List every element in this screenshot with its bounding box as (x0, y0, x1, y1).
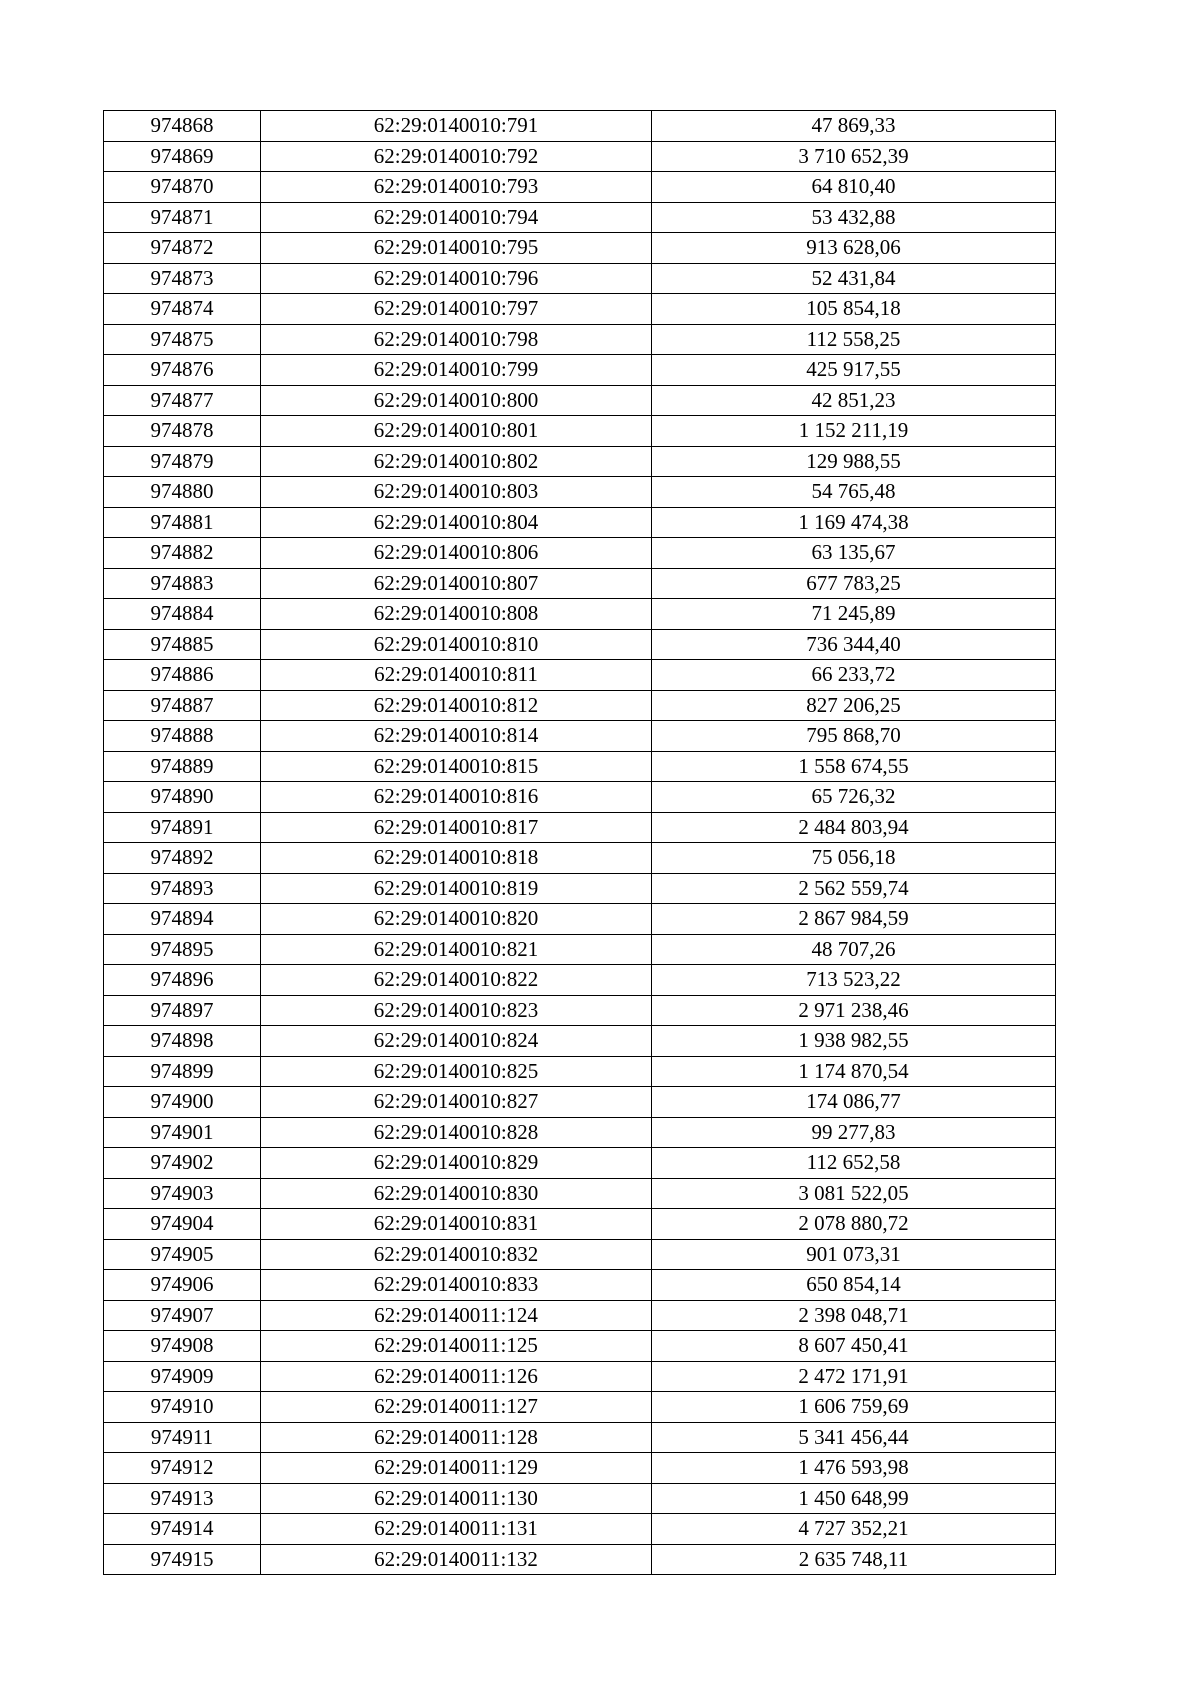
cadastral-value-cell: 913 628,06 (652, 233, 1056, 264)
row-number-cell: 974871 (104, 202, 261, 233)
cadastral-value-cell: 99 277,83 (652, 1117, 1056, 1148)
table-row (104, 934, 1056, 965)
table-row (104, 782, 1056, 813)
cadastral-number-cell: 62:29:0140010:796 (261, 263, 652, 294)
row-number-cell: 974870 (104, 172, 261, 203)
row-number-cell: 974886 (104, 660, 261, 691)
cadastral-number-cell: 62:29:0140010:806 (261, 538, 652, 569)
row-number-cell: 974910 (104, 1392, 261, 1423)
row-number-cell: 974881 (104, 507, 261, 538)
cadastral-value-cell: 713 523,22 (652, 965, 1056, 996)
table-row (104, 843, 1056, 874)
table-row (104, 202, 1056, 233)
cadastral-value-cell: 2 635 748,11 (652, 1544, 1056, 1575)
table-row (104, 111, 1056, 142)
cadastral-number-cell: 62:29:0140011:129 (261, 1453, 652, 1484)
row-number-cell: 974876 (104, 355, 261, 386)
cadastral-value-cell: 1 169 474,38 (652, 507, 1056, 538)
row-number-cell: 974889 (104, 751, 261, 782)
table-row (104, 141, 1056, 172)
cadastral-value-cell: 3 081 522,05 (652, 1178, 1056, 1209)
table-row (104, 995, 1056, 1026)
table-row (104, 355, 1056, 386)
table-row (104, 538, 1056, 569)
table-row (104, 1209, 1056, 1240)
row-number-cell: 974880 (104, 477, 261, 508)
row-number-cell: 974912 (104, 1453, 261, 1484)
table-row (104, 690, 1056, 721)
table-row (104, 233, 1056, 264)
cadastral-value-cell: 112 558,25 (652, 324, 1056, 355)
cadastral-value-cell: 174 086,77 (652, 1087, 1056, 1118)
cadastral-value-cell: 112 652,58 (652, 1148, 1056, 1179)
cadastral-number-cell: 62:29:0140010:820 (261, 904, 652, 935)
cadastral-value-cell: 52 431,84 (652, 263, 1056, 294)
cadastral-value-cell: 2 484 803,94 (652, 812, 1056, 843)
cadastral-value-cell: 65 726,32 (652, 782, 1056, 813)
cadastral-value-cell: 901 073,31 (652, 1239, 1056, 1270)
table-row (104, 385, 1056, 416)
cadastral-value-cell: 1 152 211,19 (652, 416, 1056, 447)
cadastral-number-cell: 62:29:0140011:128 (261, 1422, 652, 1453)
cadastral-number-cell: 62:29:0140010:821 (261, 934, 652, 965)
table-row (104, 1514, 1056, 1545)
cadastral-value-cell: 47 869,33 (652, 111, 1056, 142)
table-row (104, 1392, 1056, 1423)
cadastral-number-cell: 62:29:0140011:125 (261, 1331, 652, 1362)
row-number-cell: 974891 (104, 812, 261, 843)
cadastral-number-cell: 62:29:0140010:799 (261, 355, 652, 386)
table-row (104, 1087, 1056, 1118)
table-row (104, 751, 1056, 782)
cadastral-value-cell: 48 707,26 (652, 934, 1056, 965)
row-number-cell: 974896 (104, 965, 261, 996)
cadastral-number-cell: 62:29:0140010:831 (261, 1209, 652, 1240)
row-number-cell: 974887 (104, 690, 261, 721)
row-number-cell: 974905 (104, 1239, 261, 1270)
cadastral-number-cell: 62:29:0140010:823 (261, 995, 652, 1026)
cadastral-number-cell: 62:29:0140010:791 (261, 111, 652, 142)
cadastral-number-cell: 62:29:0140010:808 (261, 599, 652, 630)
cadastral-value-cell: 736 344,40 (652, 629, 1056, 660)
cadastral-number-cell: 62:29:0140010:810 (261, 629, 652, 660)
cadastral-number-cell: 62:29:0140010:815 (261, 751, 652, 782)
table-row (104, 446, 1056, 477)
cadastral-number-cell: 62:29:0140011:126 (261, 1361, 652, 1392)
table-row (104, 1148, 1056, 1179)
table-row (104, 294, 1056, 325)
row-number-cell: 974877 (104, 385, 261, 416)
cadastral-number-cell: 62:29:0140011:132 (261, 1544, 652, 1575)
table-row (104, 1117, 1056, 1148)
cadastral-number-cell: 62:29:0140010:794 (261, 202, 652, 233)
row-number-cell: 974873 (104, 263, 261, 294)
cadastral-value-cell: 1 938 982,55 (652, 1026, 1056, 1057)
cadastral-value-cell: 1 606 759,69 (652, 1392, 1056, 1423)
cadastral-number-cell: 62:29:0140010:792 (261, 141, 652, 172)
row-number-cell: 974885 (104, 629, 261, 660)
cadastral-number-cell: 62:29:0140010:795 (261, 233, 652, 264)
cadastral-number-cell: 62:29:0140010:828 (261, 1117, 652, 1148)
table-row (104, 507, 1056, 538)
row-number-cell: 974894 (104, 904, 261, 935)
cadastral-number-cell: 62:29:0140010:797 (261, 294, 652, 325)
table-row (104, 1270, 1056, 1301)
cadastral-value-cell: 795 868,70 (652, 721, 1056, 752)
cadastral-value-cell: 2 398 048,71 (652, 1300, 1056, 1331)
row-number-cell: 974875 (104, 324, 261, 355)
cadastral-value-cell: 53 432,88 (652, 202, 1056, 233)
cadastral-value-cell: 105 854,18 (652, 294, 1056, 325)
table-row (104, 904, 1056, 935)
cadastral-number-cell: 62:29:0140011:131 (261, 1514, 652, 1545)
row-number-cell: 974908 (104, 1331, 261, 1362)
cadastral-value-cell: 75 056,18 (652, 843, 1056, 874)
cadastral-value-cell: 4 727 352,21 (652, 1514, 1056, 1545)
table-body (104, 111, 1056, 1575)
table-row (104, 1239, 1056, 1270)
table-row (104, 263, 1056, 294)
row-number-cell: 974893 (104, 873, 261, 904)
cadastral-number-cell: 62:29:0140010:830 (261, 1178, 652, 1209)
cadastral-number-cell: 62:29:0140010:793 (261, 172, 652, 203)
cadastral-number-cell: 62:29:0140010:819 (261, 873, 652, 904)
cadastral-number-cell: 62:29:0140010:807 (261, 568, 652, 599)
cadastral-value-cell: 129 988,55 (652, 446, 1056, 477)
row-number-cell: 974890 (104, 782, 261, 813)
cadastral-value-cell: 425 917,55 (652, 355, 1056, 386)
table-row (104, 1331, 1056, 1362)
cadastral-value-cell: 1 476 593,98 (652, 1453, 1056, 1484)
cadastral-number-cell: 62:29:0140011:124 (261, 1300, 652, 1331)
cadastral-value-cell: 2 472 171,91 (652, 1361, 1056, 1392)
row-number-cell: 974899 (104, 1056, 261, 1087)
row-number-cell: 974906 (104, 1270, 261, 1301)
cadastral-number-cell: 62:29:0140010:802 (261, 446, 652, 477)
row-number-cell: 974903 (104, 1178, 261, 1209)
cadastral-number-cell: 62:29:0140010:824 (261, 1026, 652, 1057)
row-number-cell: 974879 (104, 446, 261, 477)
cadastral-value-cell: 1 558 674,55 (652, 751, 1056, 782)
row-number-cell: 974914 (104, 1514, 261, 1545)
cadastral-value-cell: 3 710 652,39 (652, 141, 1056, 172)
cadastral-number-cell: 62:29:0140010:827 (261, 1087, 652, 1118)
row-number-cell: 974904 (104, 1209, 261, 1240)
table-row (104, 721, 1056, 752)
cadastral-number-cell: 62:29:0140010:829 (261, 1148, 652, 1179)
cadastral-number-cell: 62:29:0140010:832 (261, 1239, 652, 1270)
table-row (104, 1300, 1056, 1331)
cadastral-number-cell: 62:29:0140010:822 (261, 965, 652, 996)
row-number-cell: 974869 (104, 141, 261, 172)
cadastral-value-cell: 2 867 984,59 (652, 904, 1056, 935)
table-row (104, 1026, 1056, 1057)
table-row (104, 324, 1056, 355)
cadastral-value-cell: 42 851,23 (652, 385, 1056, 416)
row-number-cell: 974911 (104, 1422, 261, 1453)
cadastral-value-cell: 1 174 870,54 (652, 1056, 1056, 1087)
cadastral-value-cell: 54 765,48 (652, 477, 1056, 508)
cadastral-value-cell: 66 233,72 (652, 660, 1056, 691)
table-row (104, 1453, 1056, 1484)
row-number-cell: 974909 (104, 1361, 261, 1392)
cadastral-number-cell: 62:29:0140010:812 (261, 690, 652, 721)
cadastral-value-table (103, 110, 1056, 1575)
table-row (104, 1361, 1056, 1392)
cadastral-number-cell: 62:29:0140010:801 (261, 416, 652, 447)
table-row (104, 1544, 1056, 1575)
cadastral-value-cell: 827 206,25 (652, 690, 1056, 721)
cadastral-number-cell: 62:29:0140010:798 (261, 324, 652, 355)
row-number-cell: 974883 (104, 568, 261, 599)
cadastral-number-cell: 62:29:0140011:127 (261, 1392, 652, 1423)
cadastral-value-cell: 2 562 559,74 (652, 873, 1056, 904)
table-row (104, 629, 1056, 660)
cadastral-number-cell: 62:29:0140010:818 (261, 843, 652, 874)
cadastral-number-cell: 62:29:0140010:814 (261, 721, 652, 752)
table-row (104, 660, 1056, 691)
table-row (104, 568, 1056, 599)
cadastral-value-cell: 650 854,14 (652, 1270, 1056, 1301)
cadastral-number-cell: 62:29:0140010:825 (261, 1056, 652, 1087)
table-row (104, 812, 1056, 843)
table-row (104, 1056, 1056, 1087)
row-number-cell: 974901 (104, 1117, 261, 1148)
row-number-cell: 974874 (104, 294, 261, 325)
cadastral-value-cell: 8 607 450,41 (652, 1331, 1056, 1362)
cadastral-value-cell: 63 135,67 (652, 538, 1056, 569)
row-number-cell: 974898 (104, 1026, 261, 1057)
cadastral-value-cell: 2 971 238,46 (652, 995, 1056, 1026)
row-number-cell: 974892 (104, 843, 261, 874)
row-number-cell: 974915 (104, 1544, 261, 1575)
row-number-cell: 974902 (104, 1148, 261, 1179)
cadastral-value-cell: 1 450 648,99 (652, 1483, 1056, 1514)
table-row (104, 172, 1056, 203)
row-number-cell: 974913 (104, 1483, 261, 1514)
cadastral-value-cell: 677 783,25 (652, 568, 1056, 599)
row-number-cell: 974882 (104, 538, 261, 569)
table-row (104, 965, 1056, 996)
cadastral-number-cell: 62:29:0140010:833 (261, 1270, 652, 1301)
row-number-cell: 974895 (104, 934, 261, 965)
row-number-cell: 974897 (104, 995, 261, 1026)
cadastral-number-cell: 62:29:0140010:816 (261, 782, 652, 813)
cadastral-number-cell: 62:29:0140010:800 (261, 385, 652, 416)
table-row (104, 1483, 1056, 1514)
row-number-cell: 974888 (104, 721, 261, 752)
cadastral-number-cell: 62:29:0140010:804 (261, 507, 652, 538)
row-number-cell: 974884 (104, 599, 261, 630)
table-row (104, 599, 1056, 630)
cadastral-number-cell: 62:29:0140011:130 (261, 1483, 652, 1514)
row-number-cell: 974868 (104, 111, 261, 142)
table-row (104, 873, 1056, 904)
cadastral-value-cell: 64 810,40 (652, 172, 1056, 203)
cadastral-value-cell: 71 245,89 (652, 599, 1056, 630)
cadastral-value-cell: 2 078 880,72 (652, 1209, 1056, 1240)
table-row (104, 416, 1056, 447)
row-number-cell: 974907 (104, 1300, 261, 1331)
row-number-cell: 974878 (104, 416, 261, 447)
row-number-cell: 974872 (104, 233, 261, 264)
table-row (104, 477, 1056, 508)
cadastral-value-cell: 5 341 456,44 (652, 1422, 1056, 1453)
cadastral-number-cell: 62:29:0140010:803 (261, 477, 652, 508)
table-row (104, 1422, 1056, 1453)
cadastral-number-cell: 62:29:0140010:811 (261, 660, 652, 691)
cadastral-number-cell: 62:29:0140010:817 (261, 812, 652, 843)
row-number-cell: 974900 (104, 1087, 261, 1118)
table-row (104, 1178, 1056, 1209)
